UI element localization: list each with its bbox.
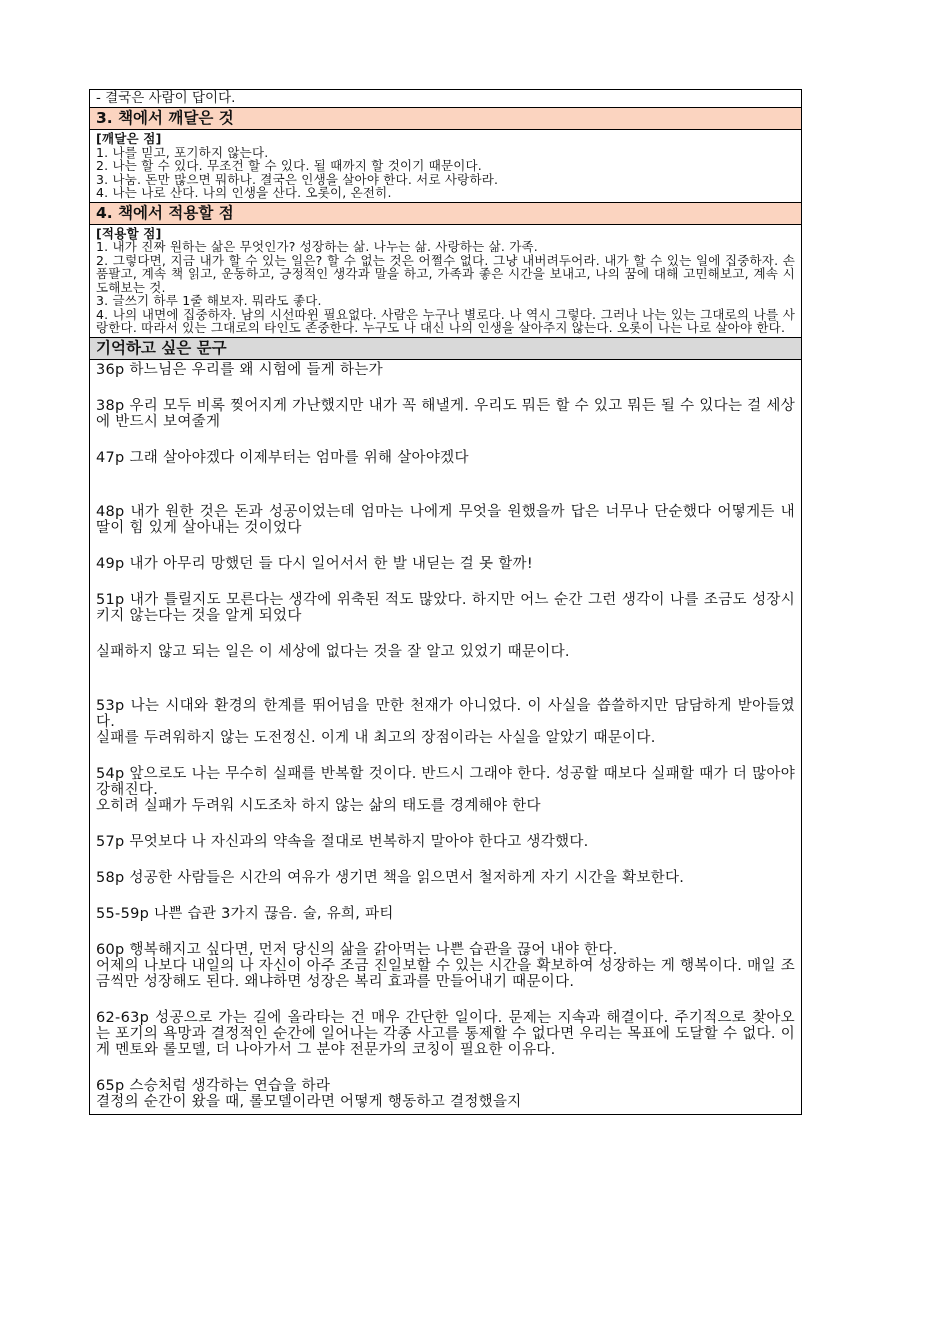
top-line: - 결국은 사람이 답이다. [96, 90, 236, 106]
quote-item: 47p 그래 살아야겠다 이제부터는 엄마를 위해 살아야겠다 [96, 449, 469, 466]
section-4-item: 1. 내가 진짜 원하는 삶은 무엇인가? 성장하는 삶. 나누는 삶. 사랑하는 삶. 가족. [96, 239, 538, 254]
document-table [89, 89, 802, 1115]
top-row [89, 89, 802, 107]
quote-item: 48p 내가 원한 것은 돈과 성공이었는데 엄마는 나에게 무엇을 원했을까 답은 너무나 단순했다 어떻게든 내 딸이 힘 있게 살아내는 것이었다 [96, 503, 795, 536]
quote-item: 58p 성공한 사람들은 시간의 여유가 생기면 책을 읽으면서 철저하게 자기 시간을 확보한다. [96, 869, 685, 886]
quote-item: 65p 스승처럼 생각하는 연습을 하라 [96, 1077, 331, 1094]
section-4 [89, 202, 802, 337]
section-3-item: 3. 나눔. 돈만 많으면 뭐하나. 결국은 인생을 살아야 한다. 서로 사랑하라. [96, 171, 499, 187]
quote-item: 36p 하느님은 우리를 왜 시험에 들게 하는가 [96, 361, 383, 378]
quote-item: 결정의 순간이 왔을 때, 롤모델이라면 어떻게 행동하고 결정했을지 [96, 1093, 522, 1110]
quote-item: 53p 나는 시대와 환경의 한계를 뛰어넘을 만한 천재가 아니었다. 이 사실을 씁쓸하지만 담담하게 받아들였다. [96, 697, 795, 730]
quotes-section [89, 337, 802, 1115]
quote-item: 54p 앞으로도 나는 무수히 실패를 반복할 것이다. 반드시 그래야 한다. 성공할 때보다 실패할 때가 더 많아야 강해진다. [96, 765, 795, 798]
quotes-body [90, 360, 801, 1114]
quote-item: 38p 우리 모두 비록 찢어지게 가난했지만 내가 꼭 해낼게. 우리도 뭐든 할 수 있고 뭐든 될 수 있다는 걸 세상에 반드시 보여줄게 [96, 397, 796, 430]
quote-item: 어제의 나보다 내일의 나 자신이 아주 조금 진일보할 수 있는 시간을 확보하여 성장하는 게 행복이다. 매일 조금씩만 성장해도 된다. 왜냐하면 성장은 복리 효과를 만들어내기 때문이다. [96, 957, 795, 990]
quote-item: 62-63p 성공으로 가는 길에 올라타는 건 매우 간단한 일이다. 문제는 지속과 해결이다. 주기적으로 찾아오는 포기의 욕망과 결정적인 순간에 일어나는 각종 사고를 통제할 수 없다면 우리는 목표에 도달할 수 없다. 이게 멘토와 롤모델, 더 나아가서 그 분야 전문가의 코칭이 필요한 이유다. [96, 1009, 795, 1058]
quote-item: 오히려 실패가 두려워 시도조차 하지 않는 삶의 태도를 경계해야 한다 [96, 797, 541, 814]
section-4-header: 4. 책에서 적용할 점 [90, 203, 801, 225]
quotes-header: 기억하고 싶은 문구 [90, 338, 801, 360]
section-3-item: 2. 나는 할 수 있다. 무조건 할 수 있다. 될 때까지 할 것이기 때문이다. [96, 158, 482, 173]
section-4-label: [적용할 점] [96, 225, 162, 241]
quote-item: 55-59p 나쁜 습관 3가지 끊음. 술, 유희, 파티 [96, 905, 394, 922]
section-4-body [90, 225, 801, 337]
section-3-item: 4. 나는 나로 산다. 나의 인생을 산다. 오롯이, 온전히. [96, 185, 392, 200]
section-3-body [90, 130, 801, 202]
section-4-item: 2. 그렇다면, 지금 내가 할 수 있는 일은? 할 수 없는 것은 어쩔수 없다. 그냥 내버려두어라. 내가 할 수 있는 일에 집중하자. 손품팔고, 계속 책 읽고, 운동하고, 긍정적인 생각과 말을 하고, 가족과 좋은 시간을 보내고, 나의 꿈에 대해 고민해보고, 계속 시도해보는 것. [96, 252, 795, 295]
quote-item: 실패를 두려워하지 않는 도전정신. 이게 내 최고의 장점이라는 사실을 알았기 때문이다. [96, 729, 656, 746]
quote-item: 49p 내가 아무리 망했던 들 다시 일어서서 한 발 내딛는 걸 못 할까! [96, 555, 533, 572]
quote-item: 51p 내가 틀릴지도 모른다는 생각에 위축된 적도 많았다. 하지만 어느 순간 그런 생각이 나를 조금도 성장시키지 않는다는 것을 알게 되었다 [96, 591, 795, 624]
quote-item: 57p 무엇보다 나 자신과의 약속을 절대로 번복하지 말아야 한다고 생각했다. [96, 833, 589, 850]
section-3-header: 3. 책에서 깨달은 것 [90, 108, 801, 130]
quote-item: 60p 행복해지고 싶다면, 먼저 당신의 삶을 갉아먹는 나쁜 습관을 끊어 내야 한다. [96, 941, 618, 958]
quote-item: 실패하지 않고 되는 일은 이 세상에 없다는 것을 잘 알고 있었기 때문이다. [96, 643, 570, 660]
section-4-item: 4. 나의 내면에 집중하자. 남의 시선따윈 필요없다. 사람은 누구나 별로다. 나 역시 그렇다. 그러나 나는 있는 그대로의 나를 사랑한다. 따라서 있는 그대로의 타인도 존중한다. 누구도 나 대신 나의 인생을 살아주지 않는다. 오롯이 나는 나로 살아야 한다. [96, 306, 795, 335]
section-3-item: 1. 나를 믿고, 포기하지 않는다. [96, 144, 269, 160]
section-3 [89, 107, 802, 202]
section-3-label: [깨달은 점] [96, 131, 162, 146]
section-4-item: 3. 글쓰기 하루 1줄 해보자. 뭐라도 좋다. [96, 293, 322, 308]
